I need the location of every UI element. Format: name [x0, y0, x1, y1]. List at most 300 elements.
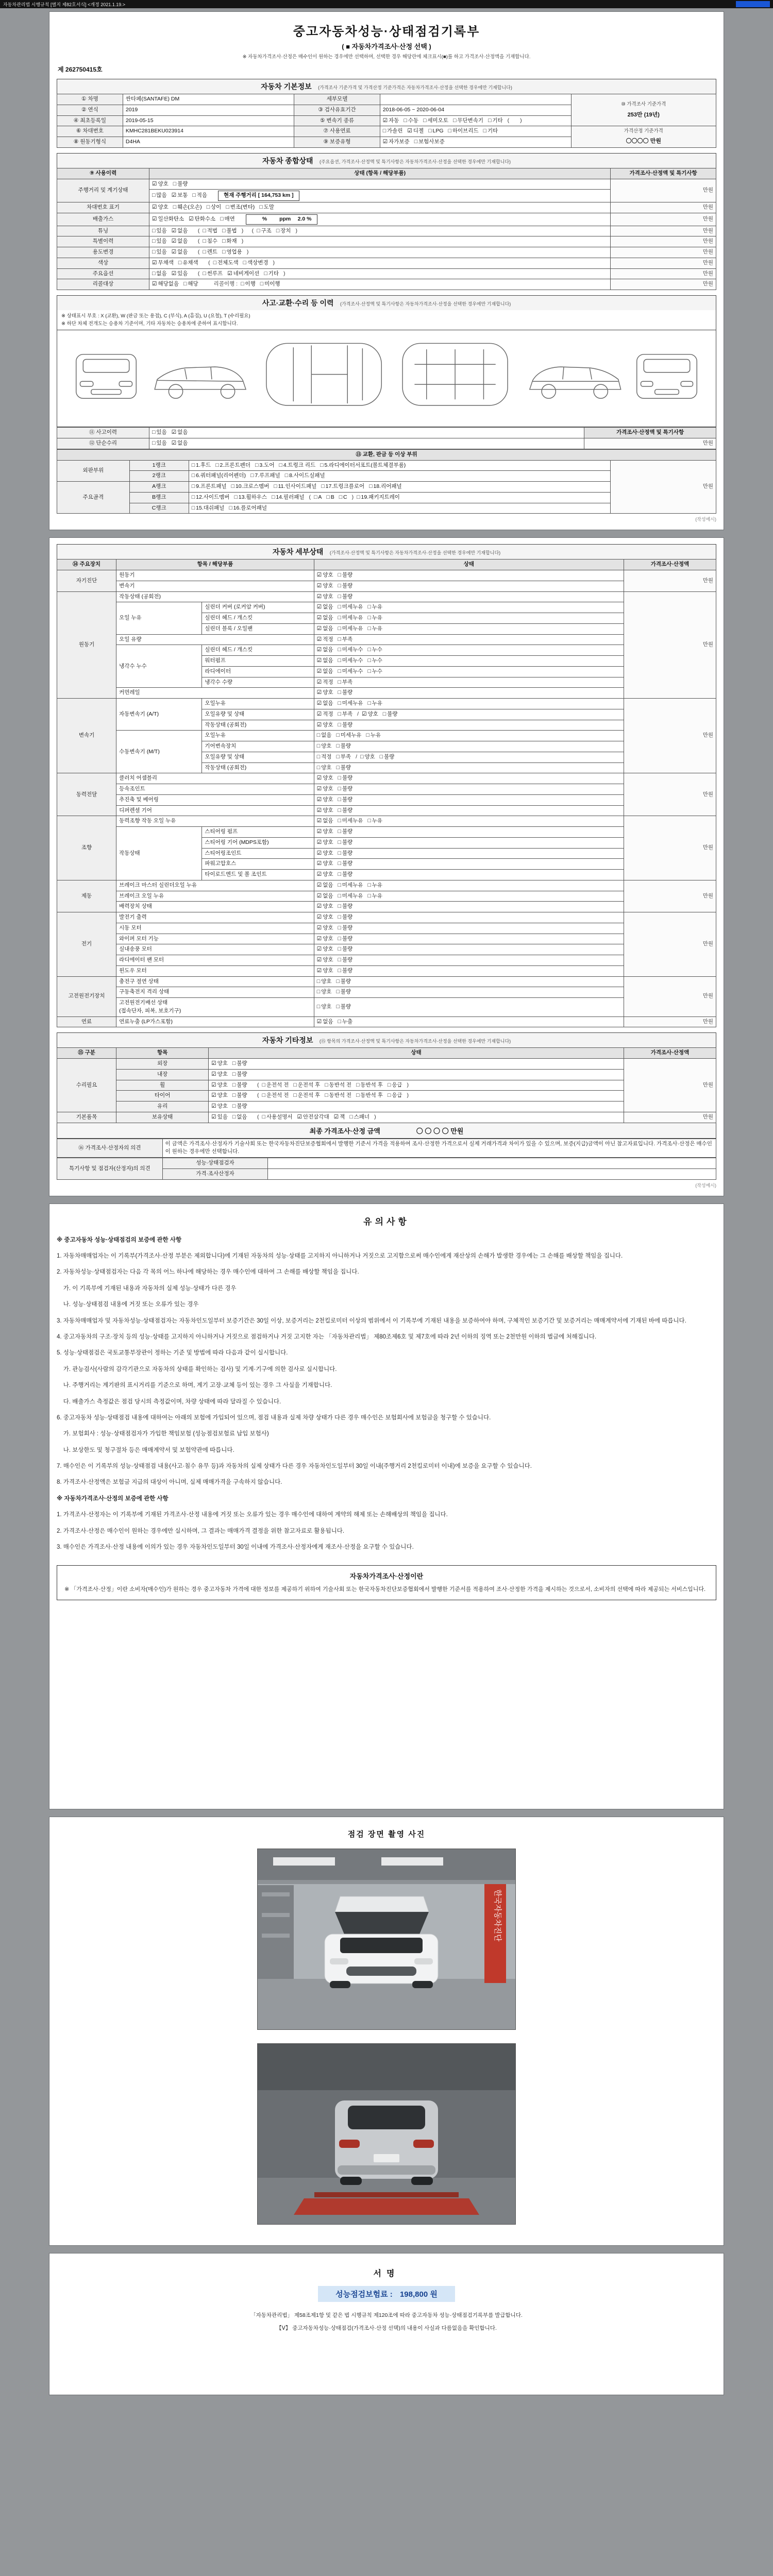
checkbox-option[interactable]: ☑ 양호	[317, 839, 333, 847]
checkbox-option[interactable]: □ 운전석 후	[293, 1092, 320, 1100]
checkbox-option[interactable]: ☑ 해당없음	[152, 280, 179, 289]
checkbox-option[interactable]: □ 불량	[336, 1003, 351, 1011]
checkbox-option[interactable]: ☑ 없음	[317, 1018, 333, 1026]
car-side-view-right	[530, 367, 621, 398]
checkbox-option[interactable]: □ 18.리어패널	[369, 483, 402, 491]
cell	[149, 202, 611, 213]
checkbox-option[interactable]: ☑ 자동	[383, 117, 399, 125]
checkbox-option[interactable]: □ 있음	[152, 439, 167, 448]
checkbox-option[interactable]: ☑ 적정	[317, 710, 333, 719]
checkbox-icon: □	[338, 850, 341, 856]
checkbox-option[interactable]: □ 불량	[338, 871, 353, 879]
checkbox-option[interactable]: □ 응급	[388, 1081, 402, 1090]
checkbox-option[interactable]: □ 없음	[317, 732, 332, 740]
checkbox-option[interactable]: ☑ 탄화수소	[189, 215, 215, 224]
checkbox-option[interactable]: □ 하이브리드	[448, 127, 479, 135]
notice-line: 나. 성능·상태점검 내용에 거짓 또는 오류가 있는 경우	[57, 1301, 199, 1308]
cell: ⑨ 보증유형	[294, 137, 380, 148]
checkbox-option[interactable]: □ 스패너	[349, 1113, 369, 1122]
cell: 라디에이터	[202, 666, 314, 677]
checkbox-option[interactable]: ☑ 양호	[317, 828, 333, 836]
checkbox-option[interactable]: ☑ 양호	[152, 204, 169, 212]
checkbox-option[interactable]: ☑ 양호	[211, 1071, 228, 1079]
checkbox-option[interactable]: ☑ 양호	[317, 956, 333, 964]
checkbox-option[interactable]: ☑ 양호	[317, 860, 333, 868]
checkbox-option[interactable]: ☑ 양호	[362, 710, 378, 719]
cell: 가격조사·산정액 및 특기사항	[611, 168, 716, 179]
checkbox-option[interactable]: □ 14.필러패널	[272, 494, 305, 502]
checkbox-option[interactable]: ☑ 디젤	[407, 127, 424, 135]
checkbox-option[interactable]: □ 미세누유	[338, 882, 363, 890]
checkbox-option[interactable]: □ 누유	[367, 700, 382, 708]
checkbox-option[interactable]: □ 2.프론트펜더	[215, 462, 250, 470]
checkbox-option[interactable]: □ 불량	[380, 753, 395, 761]
checkbox-option[interactable]: ☑ 양호	[317, 721, 333, 730]
checkbox-option[interactable]: □ 썬루프	[203, 270, 223, 278]
cell: 보유상태	[116, 1112, 209, 1123]
checkbox-option[interactable]: □ 불량	[336, 764, 351, 772]
checkbox-icon: □	[387, 1081, 391, 1088]
checkbox-icon: □	[338, 818, 341, 824]
checkbox-option[interactable]: □ 누유	[367, 614, 382, 622]
checkbox-option[interactable]: □ 미세누수	[338, 668, 363, 676]
checkbox-option[interactable]: □ 없음	[152, 270, 167, 278]
checkbox-option[interactable]: □ 불법	[222, 227, 237, 235]
checkbox-option[interactable]: □ 양호	[317, 988, 332, 996]
checkbox-option[interactable]: □ 운전석 후	[293, 1081, 320, 1090]
checkbox-checked-icon: ☑	[316, 775, 322, 782]
checkbox-option[interactable]: □ 누수	[367, 646, 382, 654]
checkbox-option[interactable]: □ 있음	[152, 248, 167, 257]
checkbox-option[interactable]: □ 있음	[152, 429, 167, 437]
checkbox-checked-icon: ☑	[316, 786, 322, 792]
cell: 만원	[611, 179, 716, 202]
checkbox-option[interactable]: □ 기타	[483, 127, 498, 135]
checkbox-option[interactable]: □ 기타	[264, 270, 279, 278]
checkbox-icon: □	[215, 462, 219, 468]
checkbox-option[interactable]: □ 불량	[173, 180, 188, 189]
field-value: % ppm 2.0 %	[246, 214, 317, 225]
checkbox-option[interactable]: □ 17.트렁크플로어	[321, 483, 364, 491]
checkbox-icon: □	[338, 775, 341, 782]
checkbox-option[interactable]: ☑ 양호	[317, 807, 333, 815]
checkbox-option[interactable]: ☑ 양호	[211, 1081, 228, 1090]
checkbox-icon: □	[336, 753, 340, 760]
checkbox-icon: □	[382, 128, 386, 134]
checkbox-option[interactable]: □ 9.프론트패널	[192, 483, 227, 491]
checkbox-icon: □	[356, 1081, 360, 1088]
checkbox-option[interactable]: ☑ 없음	[317, 657, 333, 665]
cell: 성능·상태점검자	[162, 1158, 268, 1169]
checkbox-option[interactable]: ☑ 보통	[172, 192, 188, 200]
checkbox-option[interactable]: □ 없음	[232, 1113, 247, 1122]
checkbox-option[interactable]: ☑ 무채색	[152, 259, 174, 267]
checkbox-option[interactable]: □ 수동	[404, 117, 418, 125]
checkbox-option[interactable]: □ 누출	[338, 1018, 353, 1026]
checkbox-option[interactable]: ☑ 적정	[317, 636, 333, 644]
checkbox-icon: □	[367, 818, 371, 824]
checkbox-option[interactable]: □ 세미오토	[423, 117, 448, 125]
cell	[314, 645, 624, 656]
checkbox-option[interactable]: ☑ 없음	[317, 882, 333, 890]
checkbox-icon: □	[336, 743, 340, 750]
checkbox-option[interactable]: □ 불량	[232, 1092, 247, 1100]
cell: 오일 유량	[116, 634, 314, 645]
checkbox-option[interactable]: □ 누유	[367, 892, 382, 901]
checkbox-option[interactable]: ☑ 없음	[317, 892, 333, 901]
checkbox-option[interactable]: □ 불량	[232, 1103, 247, 1111]
checkbox-option[interactable]: ☑ 양호	[317, 850, 333, 858]
checkbox-icon: □	[183, 281, 187, 287]
table-row	[57, 570, 716, 581]
cell: 만원	[624, 816, 716, 880]
checkbox-option[interactable]: ☑ 양호	[317, 785, 333, 793]
checkbox-option[interactable]: □ 불량	[338, 860, 353, 868]
checkbox-icon: □	[483, 128, 486, 134]
checkbox-option[interactable]: □ 10.크로스멤버	[231, 483, 270, 491]
checkbox-option[interactable]: □ 불량	[338, 593, 353, 601]
checkbox-option[interactable]: □ 기타	[488, 117, 503, 125]
section-title: 자동차 기타정보	[262, 1036, 313, 1045]
checkbox-option[interactable]: □ 변조(변타)	[226, 204, 255, 212]
checkbox-option[interactable]: □ 불량	[338, 774, 353, 783]
checkbox-option[interactable]: □ 미세누유	[338, 892, 363, 901]
checkbox-option[interactable]: ☑ 없음	[172, 238, 188, 246]
checkbox-icon: □	[338, 967, 341, 974]
checkbox-option[interactable]: □ 동반석 전	[325, 1092, 351, 1100]
checkbox-option[interactable]: ☑ 양호	[317, 582, 333, 590]
checkbox-icon: □	[338, 946, 341, 953]
checkbox-option[interactable]: □ 미세누유	[336, 732, 361, 740]
checkbox-option[interactable]: ☑ 없음	[317, 614, 333, 622]
checkbox-option[interactable]: ☑ 양호	[317, 913, 333, 922]
checkbox-option[interactable]: □ 미세누유	[338, 603, 363, 612]
checkbox-option[interactable]: □ 누유	[366, 732, 381, 740]
cell: 만원	[611, 247, 716, 258]
etc-info-table	[57, 1047, 716, 1123]
checkbox-icon: □	[367, 892, 371, 899]
cell: 2랭크	[129, 471, 189, 482]
table-row	[57, 827, 716, 838]
checkbox-option[interactable]: □ 미세누수	[338, 657, 363, 665]
checkbox-icon: □	[274, 483, 277, 490]
checkbox-option[interactable]: □ 불량	[338, 935, 353, 943]
checkbox-option[interactable]: □ 불량	[338, 796, 353, 804]
checkbox-option[interactable]: ☑ 양호	[317, 924, 333, 933]
cell: 리콜대상	[57, 279, 149, 290]
checkbox-option[interactable]: ☑ 양호	[211, 1060, 228, 1068]
checkbox-checked-icon: ☑	[316, 935, 322, 942]
cell: 특기사항 및 점검자(산정자)의 의견	[57, 1158, 163, 1180]
checkbox-option[interactable]: ☑ 양호	[317, 593, 333, 601]
checkbox-option[interactable]: □ 운전석 전	[262, 1081, 289, 1090]
checkbox-option[interactable]: ☑ 일산화탄소	[152, 215, 184, 224]
table-row	[57, 1112, 716, 1123]
cell	[314, 923, 624, 934]
cell	[314, 794, 624, 805]
checkbox-option[interactable]: □ 사용설명서	[262, 1113, 293, 1122]
checkbox-option[interactable]: □ 부족	[338, 636, 353, 644]
checkbox-option[interactable]: □ 구조	[257, 227, 272, 235]
table-row	[57, 645, 716, 656]
checkbox-option[interactable]: □ B	[326, 494, 334, 502]
signature-note-1: 「자동차관리법」 제58조제1항 및 같은 법 시행규칙 제120조에 따라 중고자동차 성능·상태점검기록부를 발급합니다.	[250, 2312, 523, 2318]
checkbox-option[interactable]: □ 불량	[338, 689, 353, 697]
checkbox-option[interactable]: □ 누유	[367, 817, 382, 825]
checkbox-option[interactable]: □ 가솔린	[383, 127, 403, 135]
checkbox-option[interactable]: □ 무단변속기	[453, 117, 483, 125]
checkbox-option[interactable]: □ 미세누유	[338, 700, 363, 708]
checkbox-option[interactable]: □ 부족	[338, 710, 353, 719]
checkbox-icon: □	[488, 117, 492, 124]
checkbox-option[interactable]: □ 불량	[338, 828, 353, 836]
checkbox-option[interactable]: □ 1.후드	[192, 462, 211, 470]
checkbox-option[interactable]: □ 불량	[232, 1071, 247, 1079]
cell: 충전구 절연 상태	[116, 976, 314, 987]
cell	[314, 848, 624, 859]
checkbox-option[interactable]: □ 양호	[317, 978, 332, 986]
checkbox-option[interactable]: □ 많음	[152, 192, 167, 200]
checkbox-option[interactable]: □ 불량	[336, 978, 351, 986]
checkbox-option[interactable]: □ 부족	[338, 679, 353, 687]
checkbox-option[interactable]: ☑ 양호	[317, 871, 333, 879]
checkbox-option[interactable]: □ 이행	[241, 280, 256, 289]
checkbox-icon: □	[316, 732, 321, 739]
checkbox-option[interactable]: ☑ 양호	[317, 903, 333, 911]
checkbox-option[interactable]: □ 불량	[338, 913, 353, 922]
checkbox-option[interactable]: □ 있음	[152, 227, 167, 235]
checkbox-icon: □	[206, 204, 210, 210]
checkbox-option[interactable]: □ 전체도색	[213, 259, 239, 267]
checkbox-checked-icon: ☑	[316, 957, 322, 963]
option-separator: )	[295, 227, 297, 234]
table-row	[57, 449, 716, 460]
checkbox-option[interactable]: ☑ 양호	[152, 180, 169, 189]
checkbox-option[interactable]: □ 불량	[338, 924, 353, 933]
checkbox-icon: □	[338, 572, 341, 579]
checkbox-icon: □	[178, 259, 182, 266]
legend-line: ※ 상태표시 부호 : X (교환), W (판금 또는 용접), C (부식), A (흠집), U (요철), T (수리필요)	[61, 313, 250, 319]
checkbox-icon: □	[367, 700, 371, 707]
checkbox-option[interactable]: □ 불량	[338, 956, 353, 964]
table-row	[57, 923, 716, 934]
checkbox-option[interactable]: ☑ 없음	[172, 429, 188, 437]
checkbox-option[interactable]: □ 누수	[367, 668, 382, 676]
checkbox-option[interactable]: □ 양호	[317, 1003, 332, 1011]
table-row	[57, 794, 716, 805]
checkbox-icon: □	[191, 494, 195, 500]
checkbox-option[interactable]: □ 16.플로어패널	[229, 504, 267, 513]
checkbox-option[interactable]: □ 운전석 전	[262, 1092, 289, 1100]
checkbox-option[interactable]: □ 해당	[183, 280, 198, 289]
checkbox-option[interactable]: □ 불량	[383, 710, 398, 719]
table-row	[57, 805, 716, 816]
checkbox-option[interactable]: □ 누유	[367, 882, 382, 890]
checkbox-option[interactable]: □ 미세누유	[338, 625, 363, 633]
table-row	[57, 773, 716, 784]
sample-tag: (작성예시)	[695, 517, 716, 522]
checkbox-option[interactable]: □ 미이행	[260, 280, 280, 289]
checkbox-option[interactable]: □ 색상변경	[243, 259, 268, 267]
checkbox-checked-icon: ☑	[316, 710, 322, 717]
checkbox-option[interactable]: ☑ 없음	[317, 668, 333, 676]
checkbox-option[interactable]: □ 미세누유	[338, 614, 363, 622]
checkbox-option[interactable]: □ 보험사보증	[414, 138, 445, 146]
cell	[314, 934, 624, 944]
checkbox-option[interactable]: ☑ 양호	[317, 935, 333, 943]
table-row	[57, 258, 716, 268]
checkbox-option[interactable]: □ 있음	[152, 238, 167, 246]
definition-title: 자동차가격조사·산정이란	[349, 1572, 424, 1581]
checkbox-option[interactable]: □ 응급	[388, 1092, 402, 1100]
checkbox-option[interactable]: ☑ 없음	[172, 248, 188, 257]
checkbox-option[interactable]: □ 7.루프패널	[250, 472, 280, 480]
checkbox-option[interactable]: ☑ 안전삼각대	[297, 1113, 329, 1122]
cell	[314, 1016, 624, 1027]
final-price-row	[57, 1123, 716, 1139]
checkbox-option[interactable]: □ 적정	[317, 753, 332, 761]
cell	[314, 976, 624, 987]
checkbox-option[interactable]: □ 15.대쉬패널	[192, 504, 225, 513]
vehicle-damage-diagram	[57, 330, 716, 427]
checkbox-option[interactable]: ☑ 없음	[317, 646, 333, 654]
checkbox-option[interactable]: ☑ 없음	[317, 817, 333, 825]
table-row	[57, 816, 716, 827]
checkbox-option[interactable]: □ C	[339, 494, 347, 502]
option-separator: )	[283, 270, 285, 277]
checkbox-option[interactable]: ☑ 양호	[317, 796, 333, 804]
cell: 변속기	[116, 581, 314, 591]
checkbox-icon: □	[367, 604, 371, 611]
cell	[380, 94, 571, 105]
checkbox-option[interactable]: □ 훼손(오손)	[173, 204, 202, 212]
cell: 수동변속기 (M/T)	[116, 731, 202, 773]
checkbox-option[interactable]: ☑ 없음	[317, 625, 333, 633]
section-basic-header	[57, 79, 716, 94]
checkbox-option[interactable]: □ 8.사이드실패널	[285, 472, 325, 480]
cell: ⑯ 가격조사·산정자의 의견	[57, 1139, 163, 1158]
checkbox-option[interactable]: □ 도말	[259, 204, 274, 212]
checkbox-option[interactable]: □ 불량	[338, 850, 353, 858]
sample-tag: (작성예시)	[695, 1182, 716, 1188]
checkbox-option[interactable]: □ 불량	[338, 582, 353, 590]
checkbox-option[interactable]: ☑ 자가보증	[383, 138, 410, 146]
checkbox-option[interactable]: □ 불량	[338, 571, 353, 580]
checkbox-option[interactable]: ☑ 적정	[317, 679, 333, 687]
checkbox-icon: □	[229, 504, 232, 511]
checkbox-option[interactable]: □ 양호	[360, 753, 375, 761]
checkbox-option[interactable]: □ 6.쿼터패널(리어펜더)	[192, 472, 246, 480]
checkbox-option[interactable]: □ 부족	[336, 753, 351, 761]
checkbox-option[interactable]: ☑ 없음	[172, 439, 188, 448]
checkbox-option[interactable]: □ 불량	[232, 1081, 247, 1090]
checkbox-option[interactable]: □ A	[314, 494, 322, 502]
checkbox-option[interactable]: □ 불량	[338, 967, 353, 975]
table-row	[57, 634, 716, 645]
panel-replacement-table	[57, 449, 716, 514]
checkbox-option[interactable]: □ 동반석 후	[356, 1092, 383, 1100]
checkbox-option[interactable]: □ 불량	[338, 785, 353, 793]
checkbox-option[interactable]: ☑ 있음	[211, 1113, 228, 1122]
checkbox-option[interactable]: ☑ 있음	[172, 270, 188, 278]
checkbox-option[interactable]: □ 불량	[232, 1060, 247, 1068]
checkbox-option[interactable]: □ 불량	[338, 903, 353, 911]
checkbox-option[interactable]: □ 불량	[336, 988, 351, 996]
checkbox-option[interactable]: □ 양호	[317, 742, 332, 751]
checkbox-option[interactable]: □ 동반석 전	[325, 1081, 351, 1090]
checkbox-option[interactable]: □ LPG	[428, 127, 443, 135]
notice-line: 가. 이 기록부에 기재된 내용과 자동차의 실제 성능·상태가 다른 경우	[57, 1285, 237, 1292]
checkbox-option[interactable]: □ 매연	[220, 215, 235, 224]
checkbox-option[interactable]: □ 19.패키지트레이	[357, 494, 400, 502]
checkbox-option[interactable]: □ 불량	[338, 807, 353, 815]
checkbox-option[interactable]: □ 11.인사이드패널	[274, 483, 316, 491]
checkbox-option[interactable]: □ 누유	[367, 603, 382, 612]
checkbox-option[interactable]: □ 미세누유	[338, 817, 363, 825]
checkbox-option[interactable]: ☑ 양호	[317, 774, 333, 783]
checkbox-option[interactable]: □ 상이	[207, 204, 222, 212]
checkbox-option[interactable]: □ 4.트렁크 리드	[279, 462, 315, 470]
checkbox-option[interactable]: □ 렌트	[203, 248, 217, 257]
cell: ⑩ 가격조사 기준가격 253만 (19년)	[571, 94, 716, 126]
checkbox-option[interactable]: ☑ 없음	[317, 603, 333, 612]
checkbox-option[interactable]: ☑ 양호	[317, 571, 333, 580]
checkbox-option[interactable]: □ 화재	[222, 238, 237, 246]
checkbox-option[interactable]: □ 5.라디에이터서포트(볼트체결부품)	[320, 462, 406, 470]
checkbox-option[interactable]: □ 12.사이드멤버	[192, 494, 230, 502]
checkbox-option[interactable]: □ 누유	[367, 625, 382, 633]
table-row	[57, 731, 716, 741]
cell: 색상	[57, 258, 149, 268]
checkbox-option[interactable]: □ 13.휠하우스	[234, 494, 267, 502]
blue-tab	[736, 1, 770, 7]
checkbox-option[interactable]: ☑ 양호	[211, 1103, 228, 1111]
checkbox-option[interactable]: □ 미세누수	[338, 646, 363, 654]
checkbox-option[interactable]: ☑ 네비게이션	[227, 270, 259, 278]
table-row	[57, 699, 716, 709]
checkbox-option[interactable]: □ 장치	[276, 227, 291, 235]
cell: 2019	[123, 105, 294, 115]
checkbox-icon: □	[414, 139, 418, 145]
checkbox-option[interactable]: ☑ 없음	[317, 700, 333, 708]
cell: 2019-05-15	[123, 115, 294, 126]
checkbox-checked-icon: ☑	[316, 615, 322, 621]
checkbox-option[interactable]: ☑ 잭	[334, 1113, 345, 1122]
checkbox-icon: □	[452, 117, 457, 124]
cell	[209, 1091, 624, 1101]
checkbox-option[interactable]: □ 누수	[367, 657, 382, 665]
checkbox-option[interactable]: □ 유채색	[178, 259, 198, 267]
checkbox-option[interactable]: □ 적법	[203, 227, 217, 235]
checkbox-option[interactable]: □ 불량	[336, 742, 351, 751]
checkbox-option[interactable]: □ 불량	[338, 721, 353, 730]
checkbox-option[interactable]: ☑ 양호	[211, 1092, 228, 1100]
checkbox-option[interactable]: ☑ 양호	[317, 689, 333, 697]
checkbox-option[interactable]: ☑ 없음	[172, 227, 188, 235]
checkbox-option[interactable]: □ 불량	[338, 945, 353, 954]
checkbox-option[interactable]: □ 양호	[317, 764, 332, 772]
checkbox-option[interactable]: ☑ 양호	[317, 945, 333, 954]
checkbox-option[interactable]: ☑ 양호	[317, 967, 333, 975]
cell: 냉각수 수량	[202, 677, 314, 688]
checkbox-option[interactable]: □ 적음	[192, 192, 207, 200]
checkbox-option[interactable]: □ 영업용	[222, 248, 242, 257]
checkbox-icon: □	[338, 615, 341, 621]
checkbox-option[interactable]: □ 침수	[203, 238, 217, 246]
checkbox-option[interactable]: □ 동반석 후	[356, 1081, 383, 1090]
checkbox-option[interactable]: □ 불량	[338, 839, 353, 847]
checkbox-option[interactable]: □ 3.도어	[255, 462, 274, 470]
